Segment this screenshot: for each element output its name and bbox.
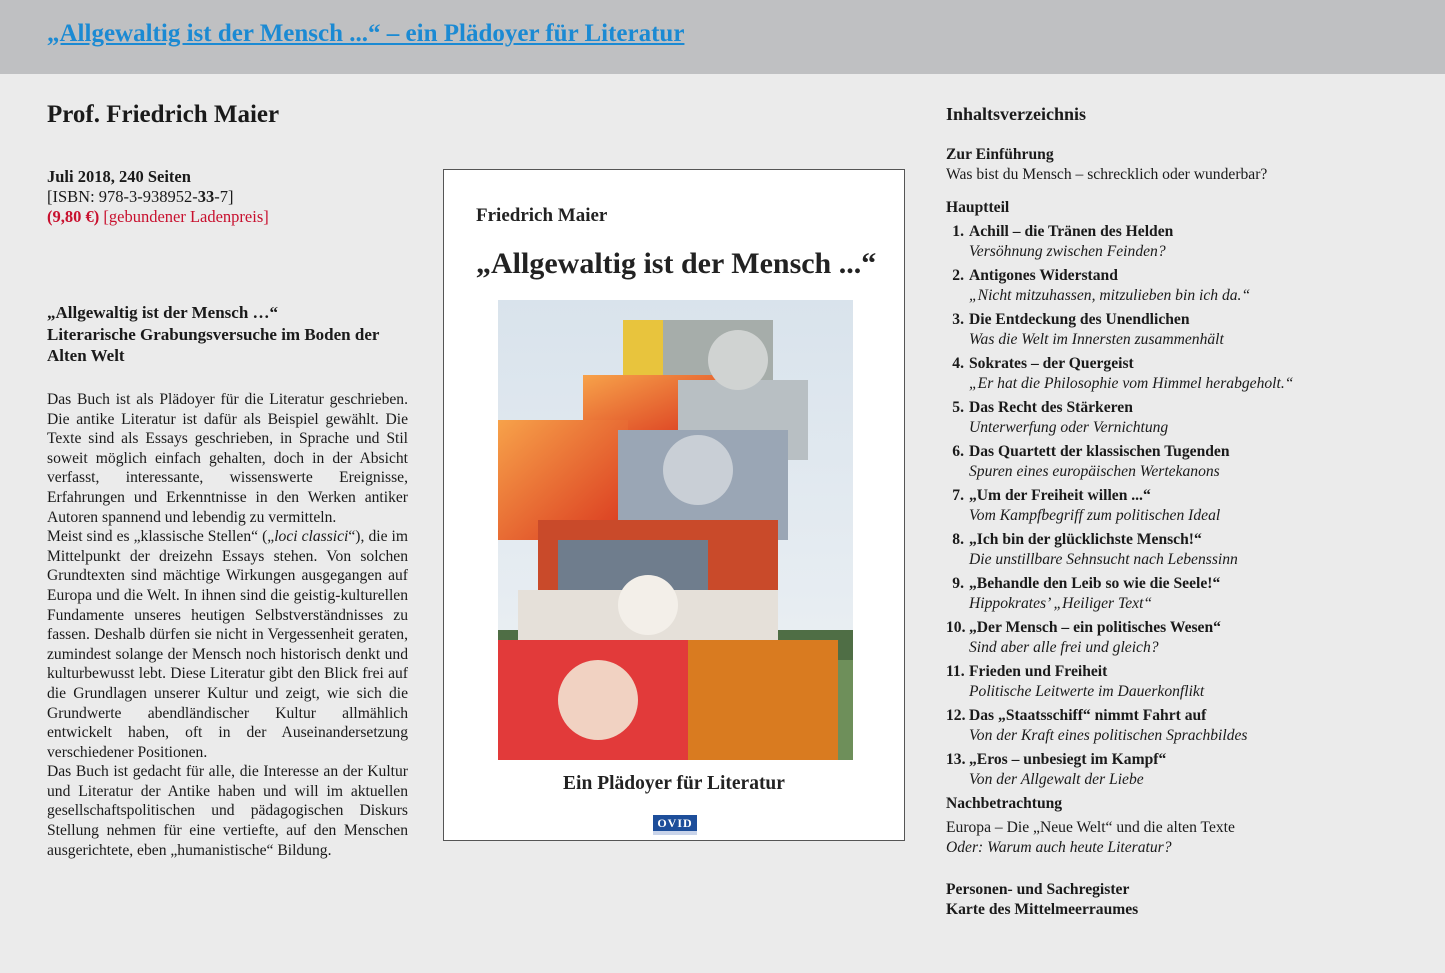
toc-item-title: Achill – die Tränen des Helden xyxy=(969,222,1174,240)
toc-item-subtitle: „Er hat die Philosophie vom Himmel herabgeholt.“ xyxy=(969,374,1294,392)
toc-item-number: 10. xyxy=(946,618,966,636)
isbn-suffix: -7] xyxy=(214,187,234,206)
toc-item xyxy=(946,618,1426,662)
toc-item-number: 11. xyxy=(946,662,965,680)
toc-item-title: „Eros – unbesiegt im Kampf“ xyxy=(969,750,1167,768)
toc-item-title: Sokrates – der Quergeist xyxy=(969,354,1134,372)
toc-item-number: 2. xyxy=(952,266,964,284)
toc-items xyxy=(946,222,1426,794)
p2-end: “), die im Mittelpunkt der dreizehn Essays stehen. Von solchen Grundtexten sind mächtige Wirkungen ausgegangen auf Europa und die Welt. In ihnen sind die geistig-kulturellen Fundamente unseres heutigen Selbstverständnisses zu fassen. Deshalb dürfen sie nicht in Vergessenheit geraten, zumindest solange der Mensch noch historisch denkt und kulturbewusst lebt. Diese Literatur gibt den Blick frei auf die Grundlagen unserer Kultur und zeigt, wie sich die Grundwerte abendländischer Kultur allmählich entwickelt haben, oft in der Auseinandersetzung verschiedener Positionen. xyxy=(47,528,408,761)
toc-item-subtitle: Sind aber alle frei und gleich? xyxy=(969,638,1159,656)
p2-start: Meist sind es „klassische Stellen“ („ xyxy=(47,528,275,546)
description-paragraph-3: Das Buch ist gedacht für alle, die Interesse an der Kultur und Literatur der Antike haben und will im aktuellen gesellschaftspolitischen und pädagogischen Diskurs Stellung nehmen für eine vertiefte, auf den Menschen ausgerichtete, eben „humanistische“ Bildung. xyxy=(47,763,408,859)
toc-item-number: 5. xyxy=(952,398,964,416)
toc-item-subtitle: „Nicht mitzuhassen, mitzulieben bin ich da.“ xyxy=(969,286,1251,304)
description-paragraph-1: Das Buch ist als Plädoyer für die Literatur geschrieben. Die antike Literatur ist dafür als Beispiel gewählt. Die Texte sind als Essays geschrieben, in Sprache und Stil soweit möglich einfach gehalten, doch in der Absicht verfasst, interessante, wissenswerte Ereignisse, Erfahrungen und Erkenntnisse in den Werken antiker Autoren spannend und lebendig zu vermitteln. xyxy=(47,391,408,526)
toc-item-title: Die Entdeckung des Unendlichen xyxy=(969,310,1190,328)
toc-item-title: Antigones Widerstand xyxy=(969,266,1118,284)
toc-post-text: Europa – Die „Neue Welt“ und die alten Texte xyxy=(946,819,1235,836)
toc-item-subtitle: Spuren eines europäischen Wertekanons xyxy=(969,462,1220,480)
toc-post-sub: Oder: Warum auch heute Literatur? xyxy=(946,838,1172,856)
book-meta xyxy=(47,167,417,227)
publisher-name: OVID xyxy=(657,816,693,830)
toc-item-number: 3. xyxy=(952,310,964,328)
isbn-prefix: [ISBN: 978-3-938952- xyxy=(47,187,198,206)
toc-item xyxy=(946,750,1426,794)
toc-post-heading: Nachbetrachtung xyxy=(946,794,1063,812)
toc-item-number: 13. xyxy=(946,750,966,768)
cover-subtitle: Ein Plädoyer für Literatur xyxy=(563,773,785,794)
isbn-bold: 33 xyxy=(197,187,215,206)
toc-item-number: 8. xyxy=(952,530,964,548)
toc-item-title: „Behandle den Leib so wie die Seele!“ xyxy=(969,574,1221,592)
toc-item-number: 4. xyxy=(952,354,964,372)
toc-item xyxy=(946,486,1426,530)
description-paragraph-2 xyxy=(47,527,408,762)
toc-item xyxy=(946,574,1426,618)
graffiti-tower-image xyxy=(498,300,853,760)
toc-item-subtitle: Politische Leitwerte im Dauerkonflikt xyxy=(969,682,1205,700)
toc-item-number: 1. xyxy=(952,222,964,240)
toc-item-subtitle: Unterwerfung oder Vernichtung xyxy=(969,418,1169,436)
toc-item-subtitle: Von der Kraft eines politischen Sprachbildes xyxy=(969,726,1248,744)
toc-item-subtitle: Von der Allgewalt der Liebe xyxy=(969,770,1144,788)
toc-item xyxy=(946,662,1426,706)
toc-intro-heading: Zur Einführung xyxy=(946,146,1054,163)
page-title-link[interactable]: „Allgewaltig ist der Mensch ...“ – ein Plädoyer für Literatur xyxy=(47,20,685,47)
toc-item-title: Frieden und Freiheit xyxy=(969,662,1108,680)
toc-item-title: „Ich bin der glücklichste Mensch!“ xyxy=(969,530,1202,548)
toc-item-subtitle: Vom Kampfbegriff zum politischen Ideal xyxy=(969,506,1221,524)
toc-title: Inhaltsverzeichnis xyxy=(946,104,1087,124)
toc-item-number: 9. xyxy=(952,574,964,592)
book-description xyxy=(47,390,408,860)
subtitle-line-1: „Allgewaltig ist der Mensch …“ xyxy=(47,303,279,322)
toc-item-number: 6. xyxy=(952,442,964,460)
p2-italic: loci classici xyxy=(274,528,349,546)
toc-item xyxy=(946,442,1426,486)
publisher-logo xyxy=(653,815,697,835)
toc-map: Karte des Mittelmeerraumes xyxy=(946,900,1139,918)
toc-item xyxy=(946,398,1426,442)
toc-item xyxy=(946,222,1426,266)
toc-item-subtitle: Hippokrates’ „Heiliger Text“ xyxy=(969,594,1153,612)
toc-intro-text: Was bist du Mensch – schrecklich oder wunderbar? xyxy=(946,165,1268,183)
page-header xyxy=(0,0,1445,74)
table-of-contents xyxy=(946,145,1426,919)
toc-item xyxy=(946,706,1426,750)
toc-item-title: Das Quartett der klassischen Tugenden xyxy=(969,442,1230,460)
subtitle-line-3: Alten Welt xyxy=(47,346,125,365)
cover-title: „Allgewaltig ist der Mensch ...“ xyxy=(476,247,877,280)
toc-item xyxy=(946,530,1426,574)
price-note: [gebundener Ladenpreis] xyxy=(103,207,269,226)
subtitle-line-2: Literarische Grabungsversuche im Boden der xyxy=(47,324,380,344)
author-name: Prof. Friedrich Maier xyxy=(47,101,280,128)
toc-item-subtitle: Versöhnung zwischen Feinden? xyxy=(969,242,1166,260)
price: (9,80 €) xyxy=(47,207,100,226)
toc-item-number: 12. xyxy=(946,706,966,724)
toc-item-subtitle: Was die Welt im Innersten zusammenhält xyxy=(969,330,1224,348)
toc-item-title: Das „Staatsschiff“ nimmt Fahrt auf xyxy=(969,706,1207,724)
toc-register: Personen- und Sachregister xyxy=(946,881,1130,898)
price-line xyxy=(47,207,417,227)
toc-main-heading: Hauptteil xyxy=(946,199,1010,216)
toc-item-title: „Um der Freiheit willen ...“ xyxy=(969,486,1151,504)
toc-item-title: „Der Mensch – ein politisches Wesen“ xyxy=(969,618,1221,636)
date-pages: Juli 2018, 240 Seiten xyxy=(47,167,191,186)
toc-item xyxy=(946,354,1426,398)
cover-author: Friedrich Maier xyxy=(476,205,608,226)
book-cover xyxy=(443,169,905,841)
toc-item xyxy=(946,266,1426,310)
toc-item xyxy=(946,310,1426,354)
toc-item-subtitle: Die unstillbare Sehnsucht nach Lebenssinn xyxy=(969,550,1238,568)
toc-item-number: 7. xyxy=(952,486,964,504)
cover-artwork xyxy=(498,300,853,760)
book-subtitle xyxy=(47,302,417,367)
isbn xyxy=(47,187,417,207)
toc-item-title: Das Recht des Stärkeren xyxy=(969,398,1133,416)
